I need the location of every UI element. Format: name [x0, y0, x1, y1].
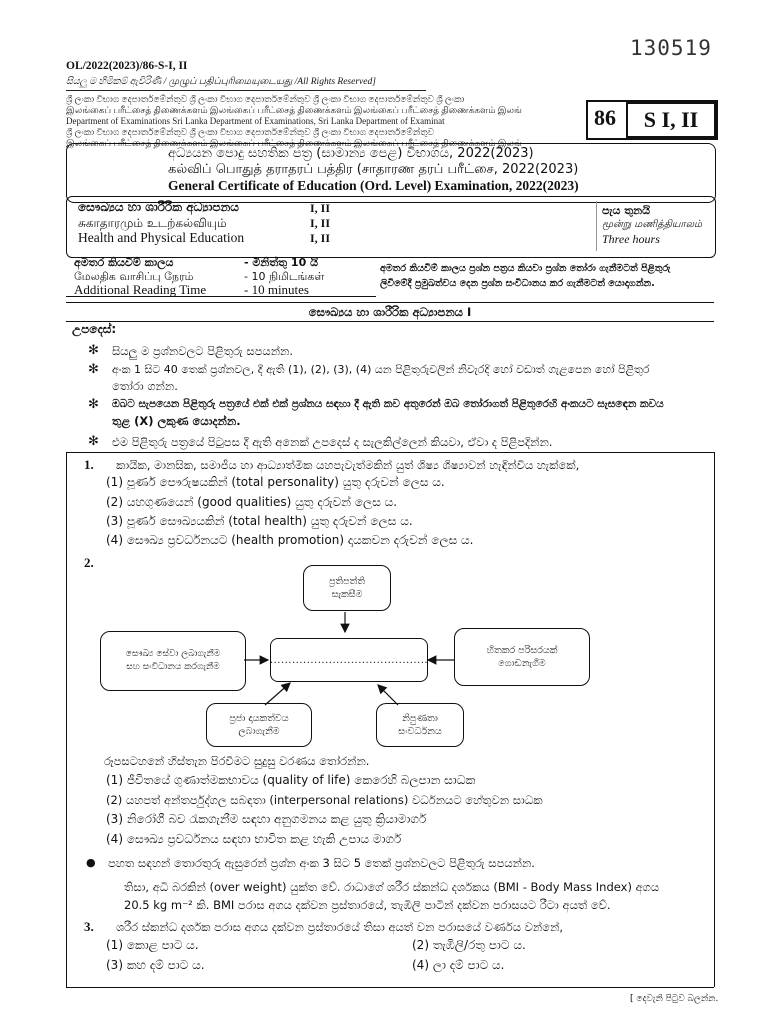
instruction-line: සියලු ම ප්‍රශ්නවලට පිළිතුරු සපයන්න. [112, 344, 294, 358]
serial-number: 130519 [630, 36, 712, 60]
answer-option: (2) යහපත් අන්තර්පුද්ගල සබඳතා (interpersonal relations) වර්ධනයට හේතුවන සාධක [106, 793, 543, 807]
next-page-note: [ දෙවැනි පිටුව බලන්න. [630, 994, 719, 1004]
bullet-icon: ● [86, 856, 96, 869]
diagram-node-label: සැකසීම [331, 589, 363, 600]
answer-option: (3) කහ දම් පාට ය. [106, 958, 205, 972]
exam-title-sinhala: අධ්‍යයන පොදු සහතික පත්‍ර (සාමාන්‍ය පෙළ) විභාගය, 2022(2023) [168, 146, 534, 161]
diagram-blank: ........................................... [269, 654, 429, 666]
answer-option: (4) සෞඛ්‍ය ප්‍රවර්ධනය සඳහා භාවිත කළ හැකි උපාය මාර්ග [106, 832, 402, 846]
passage-intro: පහත සඳහන් තොරතුරු ඇසුරෙන් ප්‍රශ්න අංක 3 සිට 5 තෙක් ප්‍රශ්නවලට පිළිතුරු සපයන්න. [108, 856, 535, 870]
answer-option: (4) ලා දම් පාට ය. [412, 958, 505, 972]
diagram-node-label: සංවර්ධනය [398, 726, 442, 737]
diagram-node-environment [454, 628, 590, 686]
answer-option: (1) කොළ පාට ය. [106, 938, 199, 952]
question-text: ශරීර ස්කන්ධ දර්ශක පරාස අගය දක්වන ප්‍රස්තාරයේ තිසා අයත් වන පරාසයේ වර්ණය වන්නේ, [116, 920, 564, 934]
paper-code: OL/2022(2023)/86-S-I, II [66, 60, 188, 72]
reading-time-label: மேலதிக வாசிப்பு நேரம் [74, 270, 194, 283]
subject-parts: I, II [310, 216, 331, 230]
question-number: 2. [84, 555, 94, 570]
asterisk-icon: ✻ [88, 343, 99, 358]
diagram-node-label: නිපුණතා [402, 713, 438, 724]
diagram-node-label: සහ සංවිධානය කරගැනීම [126, 662, 220, 672]
instruction-line: අංක 1 සිට 40 තෙක් ප්‍රශ්නවල, දී ඇති (1), (2), (3), (4) යන පිළිතුරුවලින් නිවැරදි හෝ වඩාත් ගැළපෙන හෝ පිළිතුර [112, 363, 650, 376]
diagram-node-health-services [100, 631, 246, 691]
subject-tamil: சுகாதாரமும் உடற்கல்வியும் [78, 216, 227, 230]
section-heading: සෞඛ්‍යය හා ශාරීරික අධ්‍යාපනය I [66, 302, 714, 322]
instruction-line: තෝරා ගන්න. [112, 379, 178, 393]
instructions-label: උපදෙස්: [72, 322, 117, 336]
paper-sections: S I, II [626, 102, 716, 138]
diagram-node-label: ගොඩනැගීම [498, 658, 546, 669]
rights-notice: සියලු ම හිමිකම් ඇවිරිණි / முழுப் பதிப்புரிமையுடையது /All Rights Reserved] [66, 77, 376, 87]
diagram-node-label: ප්‍රජා දායකත්වය [229, 713, 289, 724]
answer-option: (1) ජීවිතයේ ගුණාත්මකභාවය (quality of life) කෙරෙහි බලපාන සාධක [106, 773, 476, 787]
diagram-node-label: හිතකර පරිසරයක් [486, 645, 558, 656]
reading-time-note: අමතර කියවීම් කාලය ප්‍රශ්න පත්‍රය කියවා ප්‍රශ්න තෝරා ගැනීමටත් පිළිතුරු [380, 263, 671, 274]
subject-parts: I, II [310, 231, 331, 245]
subject-number: 86 [594, 105, 616, 130]
asterisk-icon: ✻ [88, 397, 99, 412]
diagram-node-policy [303, 565, 391, 611]
answer-option: (4) සෞඛ්‍ය ප්‍රවර්ධනයට (health promotion) දායකවන දරුවන් ලෙස ය. [106, 533, 474, 547]
answer-option: (3) පූර්ණ සෞඛ්‍යයකින් (total health) යුතු දරුවන් ලෙස ය. [106, 514, 413, 528]
answer-option: (2) යහගුණයෙන් (good qualities) යුතු දරුවන් ලෙස ය. [106, 495, 398, 509]
answer-option: (3) නිරෝගී බව රැකගැනීම සඳහා අනුගමනය කළ යුතු ක්‍රියාමාර්ග [106, 812, 427, 826]
diagram-node-label: ලබාගැනීම [238, 726, 280, 737]
question-number: 1. [84, 457, 94, 472]
diagram-blank-center [270, 638, 428, 682]
exam-title-tamil: கல்விப் பொதுத் தராதரப் பத்திர (சாதாரண தரப் பரீட்சை, 2022(2023) [168, 162, 579, 177]
question-number: 3. [84, 919, 94, 934]
diagram-node-label: සෞඛ්‍ය සේවා ලබාගැනීම [125, 649, 221, 659]
duration-english: Three hours [602, 232, 660, 246]
subject-sinhala: සෞඛ්‍යය හා ශාරීරික අධ්‍යාපනය [78, 200, 239, 214]
instruction-line: එම පිළිතුරු පත්‍රයේ පිටුපස දී ඇති අනෙක් උපදෙස් ද සැලකිල්ලෙන් කියවා, ඒවා ද පිළිපදින්න. [112, 435, 553, 449]
passage-text: 20.5 kg m⁻² කි. BMI පරාස අගය දක්වන ප්‍රස්තාරයේ, තැඹිලි පාටින් දක්වන පරාසයට රීටා අයත් වේ. [124, 898, 611, 912]
department-banner-line: இலங்கைப் பரீட்சைத் திணைக்களம் இலங்கைப் பரீட்சைத் திணைக்களம் இலங்கைப் பரீட்சைத் திணைக்களம் இலங் [66, 138, 522, 148]
department-banner-line: ශ්‍රී ලංකා විභාග දෙපාර්තමේන්තුව ශ්‍රී ලංකා විභාග දෙපාර්තමේන්තුව ශ්‍රී ලංකා විභාග දෙපාර්තමේන්තුව [66, 127, 435, 137]
asterisk-icon: ✻ [88, 434, 99, 449]
reading-time-value: - 10 நிமிடங்கள் [244, 270, 325, 283]
asterisk-icon: ✻ [88, 362, 99, 377]
reading-time-value: - 10 minutes [244, 282, 309, 297]
reading-time-note: ලිවීමේදී ප්‍රමුඛත්වය දෙන ප්‍රශ්න සංවිධානය කර ගැනීමටත් යොදාගන්න. [380, 278, 655, 289]
reading-time-label: Additional Reading Time [74, 282, 207, 297]
answer-option: (1) පූර්ණ පෞරුෂයකින් (total personality) යුතු දරුවන් ලෙස ය. [106, 475, 445, 489]
diagram-node-label: ප්‍රතිපත්ති [328, 576, 365, 587]
department-banner-line: இலங்கைப் பரீட்சைத் திணைக்களம் இலங்கைப் பரீட்சைத் திணைக்களம் இலங்கைப் பரீட்சைத் திணைக்களம் இலங் [66, 105, 522, 115]
exam-title-english: General Certificate of Education (Ord. Level) Examination, 2022(2023) [168, 178, 579, 193]
subject-parts: I, II [310, 201, 331, 215]
diagram-node-community [206, 703, 312, 747]
duration-sinhala: පැය තුනයි [602, 204, 651, 217]
question-text: කායික, මානසික, සමාජීය හා ආධ්‍යාත්මික යහපැවැත්මකින් යුත් ශිෂ්‍ය ශිෂ්‍යාවන් හැඳින්විය හැක්කේ, [116, 458, 580, 472]
reading-time-label: අමතර කියවීම් කාලය [74, 256, 174, 269]
passage-text: තිසා, අධි බරකින් (over weight) යුක්ත වේ. රාධාගේ ශරීර ස්කන්ධ දර්ශකය (BMI - Body Mass Index) අගය [124, 880, 660, 894]
question-text: රූපසටහනේ හිස්තැන පිරවීමට සුදුසු වරණය තෝරන්න. [104, 754, 370, 768]
instruction-line: ඔබට සැපයෙන පිළිතුරු පත්‍රයේ එක් එක් ප්‍රශ්නය සඳහා දී ඇති කව අතුරෙන් ඔබ තෝරාගත් පිළිතුරෙහි අංකයට සැසඳෙන කවය [112, 398, 664, 410]
department-banner-line: ශ්‍රී ලංකා විභාග දෙපාර්තමේන්තුව ශ්‍රී ලංකා විභාග දෙපාර්තමේන්තුව ශ්‍රී ලංකා විභාග දෙපාර්තමේන්තුව ශ්‍රී ලංකා [66, 94, 465, 104]
diagram-node-skills [376, 703, 464, 747]
subject-english: Health and Physical Education [78, 230, 245, 245]
instruction-line: තුළ (X) ලකුණ යොදන්න. [112, 414, 241, 428]
duration-tamil: மூன்று மணித்தியாலம் [602, 219, 703, 230]
reading-time-value: - මිනිත්තු 10 යි [244, 256, 318, 269]
department-banner-line: Department of Examinations Sri Lanka Department of Examinations, Sri Lanka Department of Examinat [66, 116, 445, 126]
answer-option: (2) තැඹිලි/රතු පාට ය. [412, 938, 526, 952]
